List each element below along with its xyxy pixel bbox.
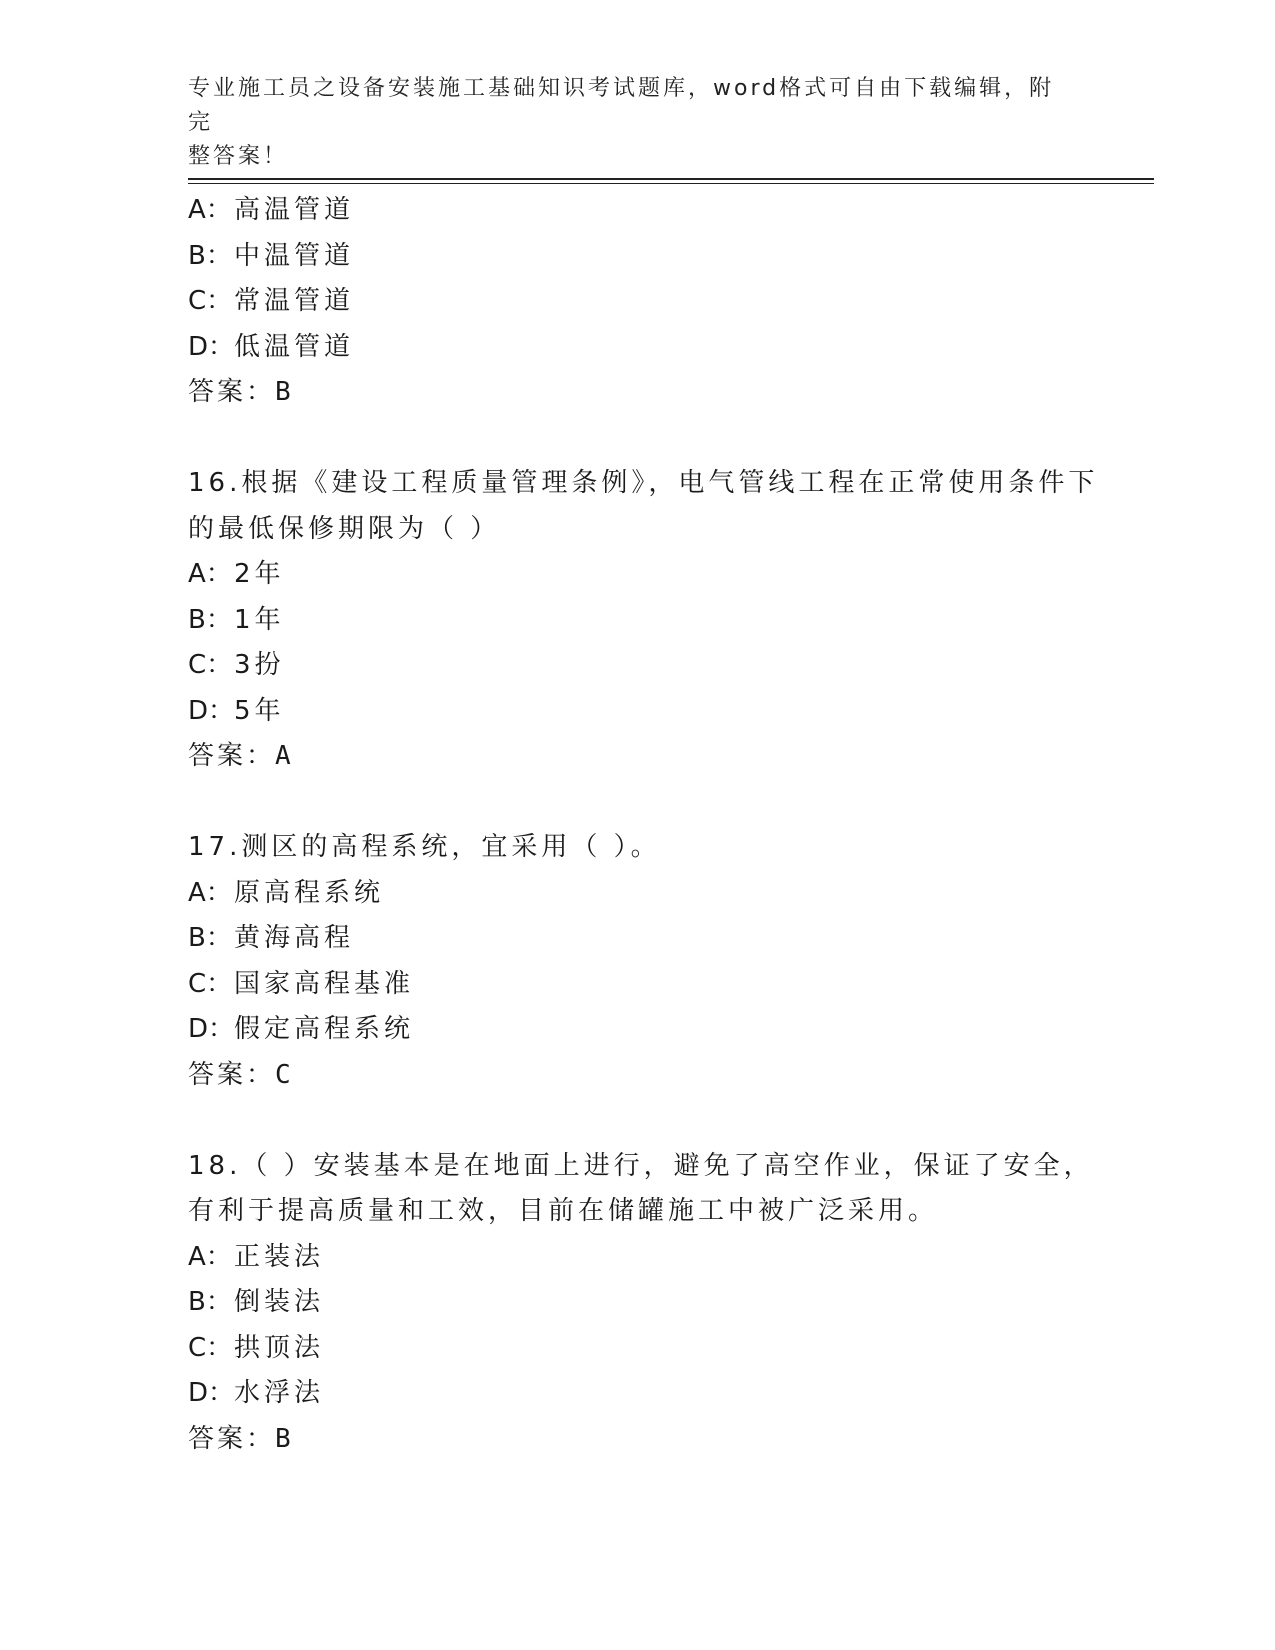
option-c: C：3扮 <box>188 650 285 680</box>
option-a: A：原高程系统 <box>188 877 385 908</box>
question-stem-line: 17.测区的高程系统，宜采用（ ）。 <box>188 832 661 862</box>
option-d: D：水浮法 <box>188 1378 325 1408</box>
option-a: A：2年 <box>188 559 285 589</box>
option-d: D：低温管道 <box>188 331 355 362</box>
answer-value: B <box>275 1423 294 1454</box>
option-c: C：国家高程基准 <box>188 968 415 999</box>
page-header <box>188 72 1068 174</box>
header-title-line-1: 专业施工员之设备安装施工基础知识考试题库，word格式可自由下载编辑，附完 <box>188 76 1055 135</box>
answer-line: 答案：B <box>188 1423 294 1454</box>
question-stem-line: 有利于提高质量和工效，目前在储罐施工中被广泛采用。 <box>188 1196 939 1226</box>
option-b: B：1年 <box>188 604 285 635</box>
question-block-18 <box>188 1144 1108 1463</box>
header-title-line-2: 整答案！ <box>188 144 289 169</box>
question-block-16 <box>188 461 1108 780</box>
answer-line: 答案：A <box>188 741 294 771</box>
question-block-prev <box>188 188 1108 416</box>
option-a: A：正装法 <box>188 1241 325 1272</box>
question-stem-line: 18.（ ）安装基本是在地面上进行，避免了高空作业，保证了安全， <box>188 1150 1094 1181</box>
option-c: C：拱顶法 <box>188 1332 325 1363</box>
option-d: D：5年 <box>188 695 285 726</box>
answer-line: 答案：B <box>188 377 294 407</box>
header-divider <box>188 178 1154 184</box>
answer-line: 答案：C <box>188 1059 294 1090</box>
option-b: B：黄海高程 <box>188 923 355 953</box>
question-stem-line: 16.根据《建设工程质量管理条例》，电气管线工程在正常使用条件下 <box>188 468 1099 498</box>
answer-value: B <box>275 377 294 407</box>
spacer <box>188 780 1108 826</box>
answer-value: C <box>275 1059 294 1090</box>
spacer <box>188 416 1108 462</box>
option-a: A：高温管道 <box>188 195 355 225</box>
question-block-17 <box>188 825 1108 1098</box>
question-stem-line: 的最低保修期限为（ ） <box>188 513 501 544</box>
option-c: C：常温管道 <box>188 286 355 316</box>
option-b: B：倒装法 <box>188 1287 325 1317</box>
answer-value: A <box>275 741 294 771</box>
option-b: B：中温管道 <box>188 240 355 271</box>
document-body <box>188 188 1108 1462</box>
option-d: D：假定高程系统 <box>188 1014 415 1044</box>
spacer <box>188 1098 1108 1144</box>
